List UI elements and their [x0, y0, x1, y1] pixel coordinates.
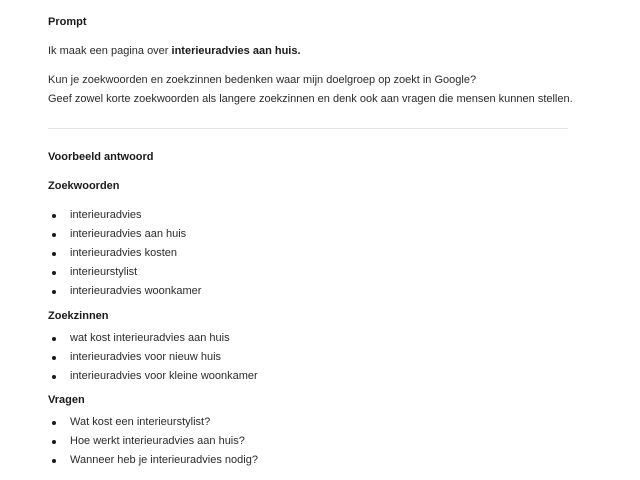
prompt-title: Prompt	[48, 16, 87, 28]
phrases-heading: Zoekzinnen	[48, 310, 109, 322]
list-item	[48, 225, 201, 244]
bullet-icon	[52, 214, 56, 218]
list-item-text: Wanneer heb je interieuradvies nodig?	[70, 454, 258, 466]
prompt-intro-topic: interieuradvies aan huis.	[171, 45, 301, 57]
list-item	[48, 206, 201, 225]
keywords-list	[48, 206, 201, 301]
prompt-question-line-1: Kun je zoekwoorden en zoekzinnen bedenken waar mijn doelgroep op zoekt in Google?	[48, 74, 477, 86]
bullet-icon	[52, 356, 56, 360]
list-item-text: interieuradvies woonkamer	[70, 285, 202, 297]
list-item-text: interieuradvies voor nieuw huis	[70, 351, 222, 363]
questions-list	[48, 413, 258, 470]
bullet-icon	[52, 337, 56, 341]
section-divider	[48, 128, 568, 129]
list-item-text: wat kost interieuradvies aan huis	[70, 332, 230, 344]
phrases-list	[48, 329, 258, 386]
list-item-text: interieuradvies kosten	[70, 247, 178, 259]
list-item	[48, 263, 201, 282]
list-item-text: interieuradvies	[70, 209, 142, 221]
list-item	[48, 432, 258, 451]
bullet-icon	[52, 459, 56, 463]
bullet-icon	[52, 421, 56, 425]
bullet-icon	[52, 440, 56, 444]
list-item	[48, 348, 258, 367]
questions-heading: Vragen	[48, 394, 85, 406]
list-item	[48, 329, 258, 348]
list-item	[48, 413, 258, 432]
bullet-icon	[52, 233, 56, 237]
list-item	[48, 282, 201, 301]
keywords-heading: Zoekwoorden	[48, 180, 120, 192]
bullet-icon	[52, 375, 56, 379]
prompt-question-line-2: Geef zowel korte zoekwoorden als langere zoekzinnen en denk ook aan vragen die mensen kunnen stellen.	[48, 93, 573, 105]
bullet-icon	[52, 271, 56, 275]
list-item-text: Wat kost een interieurstylist?	[70, 416, 211, 428]
bullet-icon	[52, 290, 56, 294]
list-item	[48, 244, 201, 263]
list-item-text: interieuradvies voor kleine woonkamer	[70, 370, 258, 382]
answer-title: Voorbeeld antwoord	[48, 151, 154, 163]
prompt-intro-text: Ik maak een pagina over	[48, 45, 172, 57]
prompt-intro	[48, 45, 301, 57]
list-item-text: Hoe werkt interieuradvies aan huis?	[70, 435, 245, 447]
list-item	[48, 451, 258, 470]
list-item	[48, 367, 258, 386]
list-item-text: interieurstylist	[70, 266, 138, 278]
list-item-text: interieuradvies aan huis	[70, 228, 187, 240]
bullet-icon	[52, 252, 56, 256]
